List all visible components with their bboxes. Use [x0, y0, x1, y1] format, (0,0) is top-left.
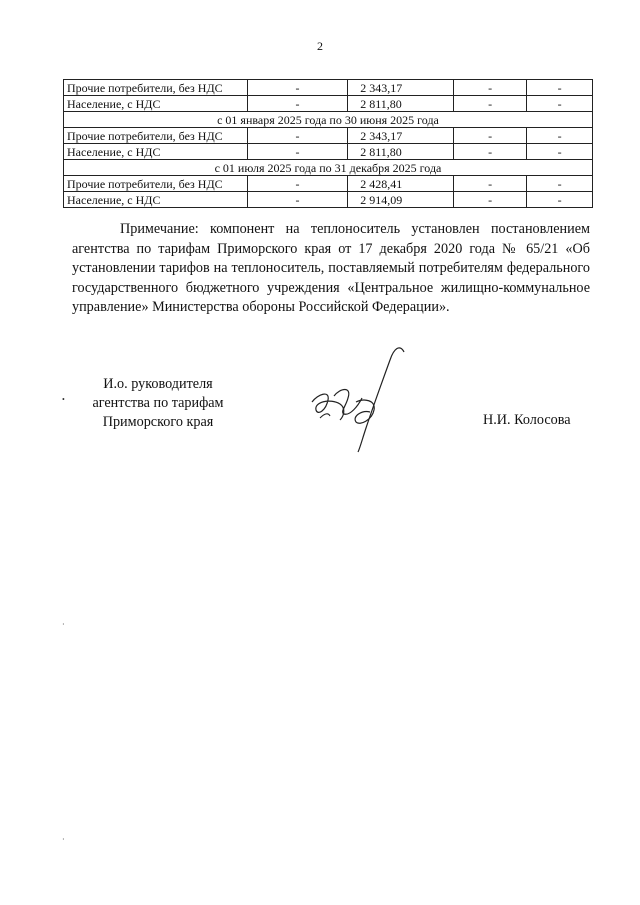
table-cell: - [527, 80, 593, 96]
table-cell: 2 811,80 [348, 144, 454, 160]
table-row [64, 80, 593, 96]
table-cell: - [247, 176, 347, 192]
table-row [64, 96, 593, 112]
table-cell: - [527, 144, 593, 160]
table-cell: - [453, 192, 527, 208]
table-cell: Прочие потребители, без НДС [64, 176, 248, 192]
table-cell: - [247, 128, 347, 144]
table-cell: - [453, 176, 527, 192]
margin-mark: • [62, 395, 65, 404]
table-cell: Население, с НДС [64, 192, 248, 208]
table-period-row [64, 160, 593, 176]
table-cell: - [247, 144, 347, 160]
table-row [64, 176, 593, 192]
table-cell: - [453, 128, 527, 144]
table-cell: Население, с НДС [64, 144, 248, 160]
signatory-name: Н.И. Колосова [483, 412, 571, 428]
period-label: с 01 июля 2025 года по 31 декабря 2025 года [64, 160, 593, 176]
table-cell: - [527, 96, 593, 112]
position-line: агентства по тарифам [92, 395, 224, 411]
table-cell: - [527, 128, 593, 144]
table-row [64, 128, 593, 144]
table-cell: Прочие потребители, без НДС [64, 80, 248, 96]
table-cell: - [247, 96, 347, 112]
table-period-row [64, 112, 593, 128]
note-paragraph: Примечание: компонент на теплоноситель установлен постановлением агентства по тарифам Приморского края от 17 декабря 2020 года № 65/21 «Об установлении тарифов на теплоноситель, поставляемый потребителям федерального государственного бюджетного учреждения «Центральное жилищно-коммунальное управление» Министерства обороны Российской Федерации». [72, 221, 590, 316]
signatory-position [78, 375, 238, 432]
period-label: с 01 января 2025 года по 30 июня 2025 года [64, 112, 593, 128]
table-cell: - [453, 144, 527, 160]
margin-mark: · [62, 835, 65, 844]
table-cell: - [453, 96, 527, 112]
table-cell: 2 343,17 [348, 80, 454, 96]
table-cell: 2 811,80 [348, 96, 454, 112]
table-cell: Население, с НДС [64, 96, 248, 112]
table-cell: Прочие потребители, без НДС [64, 128, 248, 144]
table-cell: 2 914,09 [348, 192, 454, 208]
table-cell: - [247, 80, 347, 96]
handwritten-signature [300, 340, 410, 460]
table-cell: 2 343,17 [348, 128, 454, 144]
table-cell: - [247, 192, 347, 208]
margin-mark: · [62, 620, 65, 629]
table-cell: 2 428,41 [348, 176, 454, 192]
position-line: Приморского края [102, 414, 214, 430]
table-cell: - [527, 176, 593, 192]
tariff-table [63, 79, 593, 208]
table-cell: - [527, 192, 593, 208]
page-number: 2 [317, 39, 323, 53]
table-row [64, 192, 593, 208]
table-cell: - [453, 80, 527, 96]
position-line: И.о. руководителя [103, 376, 213, 392]
table-row [64, 144, 593, 160]
